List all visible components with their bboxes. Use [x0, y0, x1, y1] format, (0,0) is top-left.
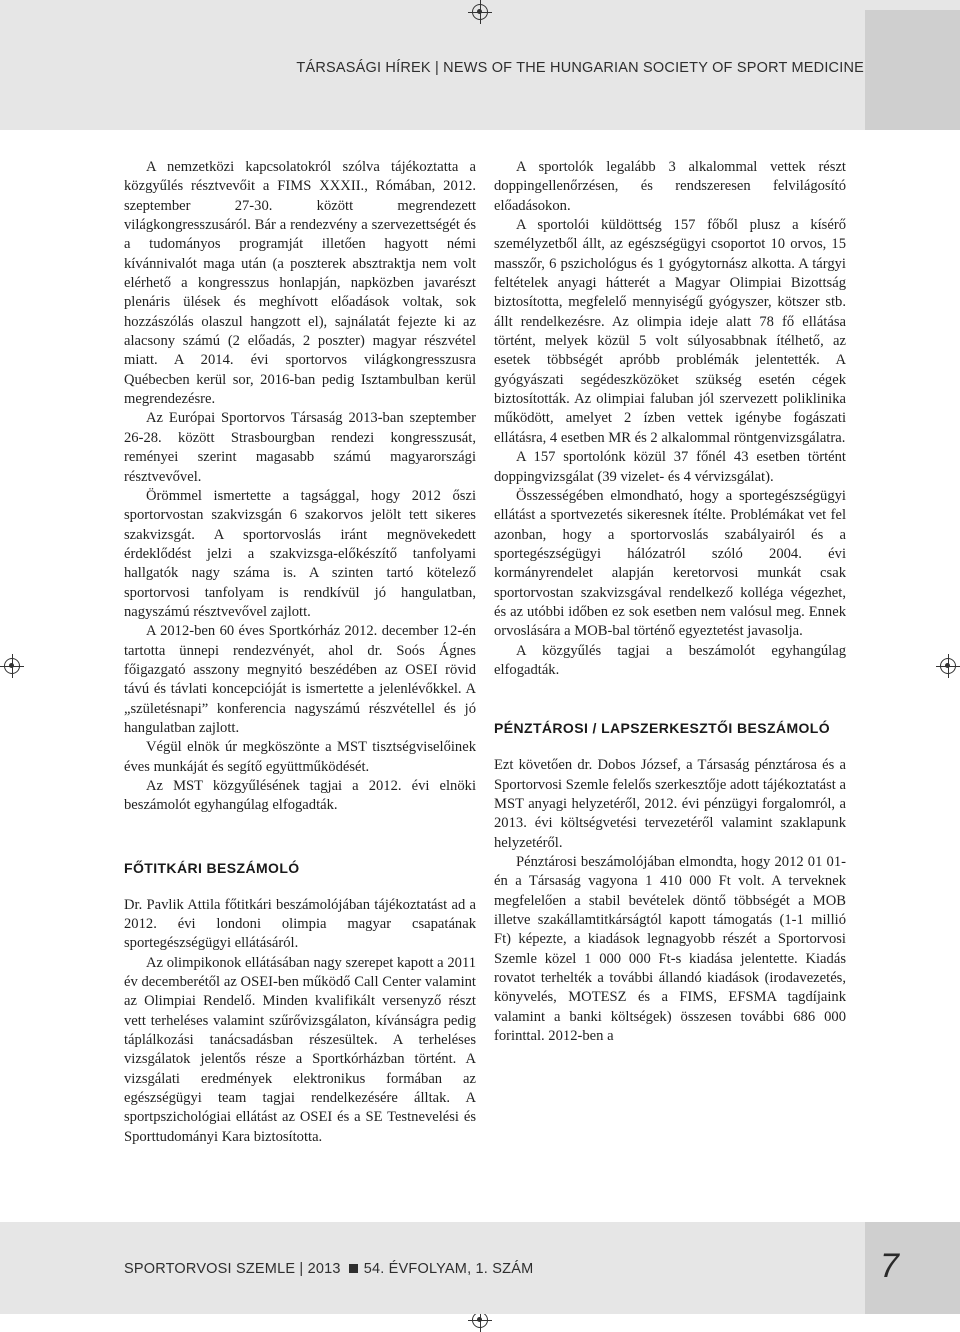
registration-mark-icon — [4, 658, 20, 674]
registration-mark-icon — [472, 4, 488, 20]
body-paragraph: A nemzetközi kapcsolatokról szólva tájékoztatta a közgyűlés résztvevőit a FIMS XXXII., Rómában, 2012. szeptember 27-30. között megrendezett világkongresszusáról. Bár a rendezvény a szervezettségét és a tudományos programját illetően hagyott némi kívánnivalót maga után (a poszterek absztraktja nem volt elérhető a kongresszus honlapján, napközben javarészt plenáris ülések és meghívott előadások voltak, sok hozzászólás olaszul hangzott el), sajnálatát fejezte ki az alacsony számú (2 előadás, 2 poszter) magyar részvétel miatt. A 2014. évi sportorvos világkongresszusra Québecben kerül sor, 2016-ban pedig Isztambulban kerül megrendezésre. — [124, 159, 476, 408]
section-heading-secretary: FŐTITKÁRI BESZÁMOLÓ — [124, 859, 300, 876]
body-paragraph: A közgyűlés tagjai a beszámolót egyhangúlag elfogadták. — [494, 642, 846, 678]
left-column — [124, 158, 476, 1147]
section-heading-treasurer: PÉNZTÁROSI / LAPSZERKESZTŐI BESZÁMOLÓ — [494, 720, 831, 737]
running-header: TÁRSASÁGI HÍREK | NEWS OF THE HUNGARIAN SOCIETY OF SPORT MEDICINE — [296, 60, 864, 76]
issue-info: 54. ÉVFOLYAM, 1. SZÁM — [363, 1261, 534, 1277]
right-column — [494, 158, 846, 1046]
running-footer — [124, 1261, 533, 1277]
registration-mark-icon — [472, 1312, 488, 1328]
body-paragraph: Összességében elmondható, hogy a sportegészségügyi ellátást a sportvezetés sikeresnek ítélte. Problémákat vet fel azonban, hogy a sportorvoslás szabályairól és a sportegészségügyi hálózatról szóló 2004. évi kormányrendelet alapján keretorvosi munkát csak sportorvostan szakvizsgával rendelkező kolléga végezhet, és az utóbbi időben ez sok esetben nem valósul meg. Ennek orvoslására a MOB-bal történő egyeztetést javasolja. — [494, 487, 846, 640]
body-paragraph: Az MST közgyűlésének tagjai a 2012. évi elnöki beszámolót egyhangúlag elfogadták. — [124, 778, 476, 814]
page-number: 7 — [880, 1247, 899, 1285]
body-paragraph: Dr. Pavlik Attila főtitkári beszámolójában tájékoztatást ad a 2012. évi londoni olimpia magyar csapatának sportegészségügyi ellátásáról. — [124, 896, 476, 952]
body-paragraph: Pénztárosi beszámolójában elmondta, hogy 2012 01 01-én a Társaság vagyona 1 410 000 Ft volt. A terveknek megfelelően a stabil bevételek döntő többségét a MOB illetve szakállamtitkárságtól kapott támogatás (1-1 millió Ft) képezte, a kiadások legnagyobb részét a Sportorvosi Szemle közel 1 000 000 Ft-s kiadása jelentette. Kiadás rovatot terhelték a további állandó kiadások (irodavezetés, könyvelés, MOTESZ és a FIMS, EFSMA tagdíjaink valamint a banki költségek) összesen további 686 000 forinttal. 2012-ben a — [494, 854, 846, 1045]
header-tab-block — [865, 10, 960, 130]
body-paragraph: Végül elnök úr megköszönte a MST tisztségviselőinek éves munkáját és segítő együttműködését. — [124, 739, 476, 775]
body-paragraph: A 157 sportolónk közül 37 főnél 43 esetben történt doppingvizsgálat (39 vizelet- és 4 vérvizsgálat). — [494, 449, 846, 485]
body-paragraph: A sportolók legalább 3 alkalommal vettek részt doppingellenőrzésen, és rendszeresen felvilágosító előadásokon. — [494, 159, 846, 214]
body-paragraph: A sportolói küldöttség 157 főből plusz a kísérő személyzetből állt, az egészségügyi csoportot 10 orvos, 15 masszőr, 6 pszichológus és 1 gyógytornász alkotta. A tárgyi feltételek anyagi hátterét a Magyar Olimpiai Bizottság biztosította, megfelelő mennyiségű gyógyszer, kötszer stb. állt rendelkezésre. Az olimpia ideje alatt 78 fő ellátása történt, melyek közül 5 volt súlyosabbnak ítélhető, az esetek többségét apróbb problémák jelentették. A gyógyászati segédeszközöket szükség esetén cégek biztosították. Az olimpiai faluban jól szervezett poliklinika működött, amelyet 2 ízben vettek igénybe fogászati ellátásra, 4 esetben MR és 2 alkalommal röntgenvizsgálatra. — [494, 217, 846, 446]
body-paragraph: Ezt követően dr. Dobos József, a Társaság pénztárosa és a Sportorvosi Szemle felelős szerkesztője adott tájékoztatást a MST anyagi helyzetéről, 2012. évi pénzügyi forgalomról, a 2013. évi költségvetési tervezetéről valamint szaklapunk helyzetéről. — [494, 757, 846, 851]
body-paragraph: Az Európai Sportorvos Társaság 2013-ban szeptember 26-28. között Strasbourgban rendezi kongresszusát, reményei szerint magasabb számú magyarországi résztvevővel. — [124, 410, 476, 485]
body-paragraph: Az olimpikonok ellátásában nagy szerepet kapott a 2011 év decemberétől az OSEI-ben működő Call Center valamint az Olimpiai Rendelő. Minden kvalifikált versenyző részt vett terheléses valamint szűrővizsgálaton, kívánságra pedig táplálkozási tanácsadásban részesültek. A terheléses vizsgálatok jelentős része a Sportkórházban történt. A vizsgálati eredmények elektronikus formában az egészségügyi team tagjai rendelkezésére álltak. A sportpszichológiai ellátást az OSEI és a SE Testnevelési és Sporttudományi Kara biztosította. — [124, 954, 476, 1145]
registration-mark-icon — [940, 658, 956, 674]
body-paragraph: Örömmel ismertette a tagsággal, hogy 2012 őszi sportorvostan szakvizsgán 6 szakorvos jelölt tett sikeres szakvizsgát. A sportorvoslás iránt megnövekedett érdeklődést jelzi a szakvizsga-előkészítő tanfolyami hallgatók nagy száma is. A szinten tartó kötelező sportorvosi tanfolyam is rendkívül jó hangulatban, nagyszámú résztvevővel zajlott. — [124, 487, 476, 620]
square-bullet-icon — [349, 1264, 358, 1273]
journal-name: SPORTORVOSI SZEMLE | 2013 — [124, 1261, 341, 1277]
body-paragraph: A 2012-ben 60 éves Sportkórház 2012. december 12-én tartotta ünnepi rendezvényét, ahol dr. Soós Ágnes főigazgató asszony megnyitó beszédében az OSEI rövid távú és távlati koncepcióját is ismertette a jelenlévőkkel. A „születésnapi” konferencia nagyszámú részvétellel és jó hangulatban zajlott. — [124, 623, 476, 736]
